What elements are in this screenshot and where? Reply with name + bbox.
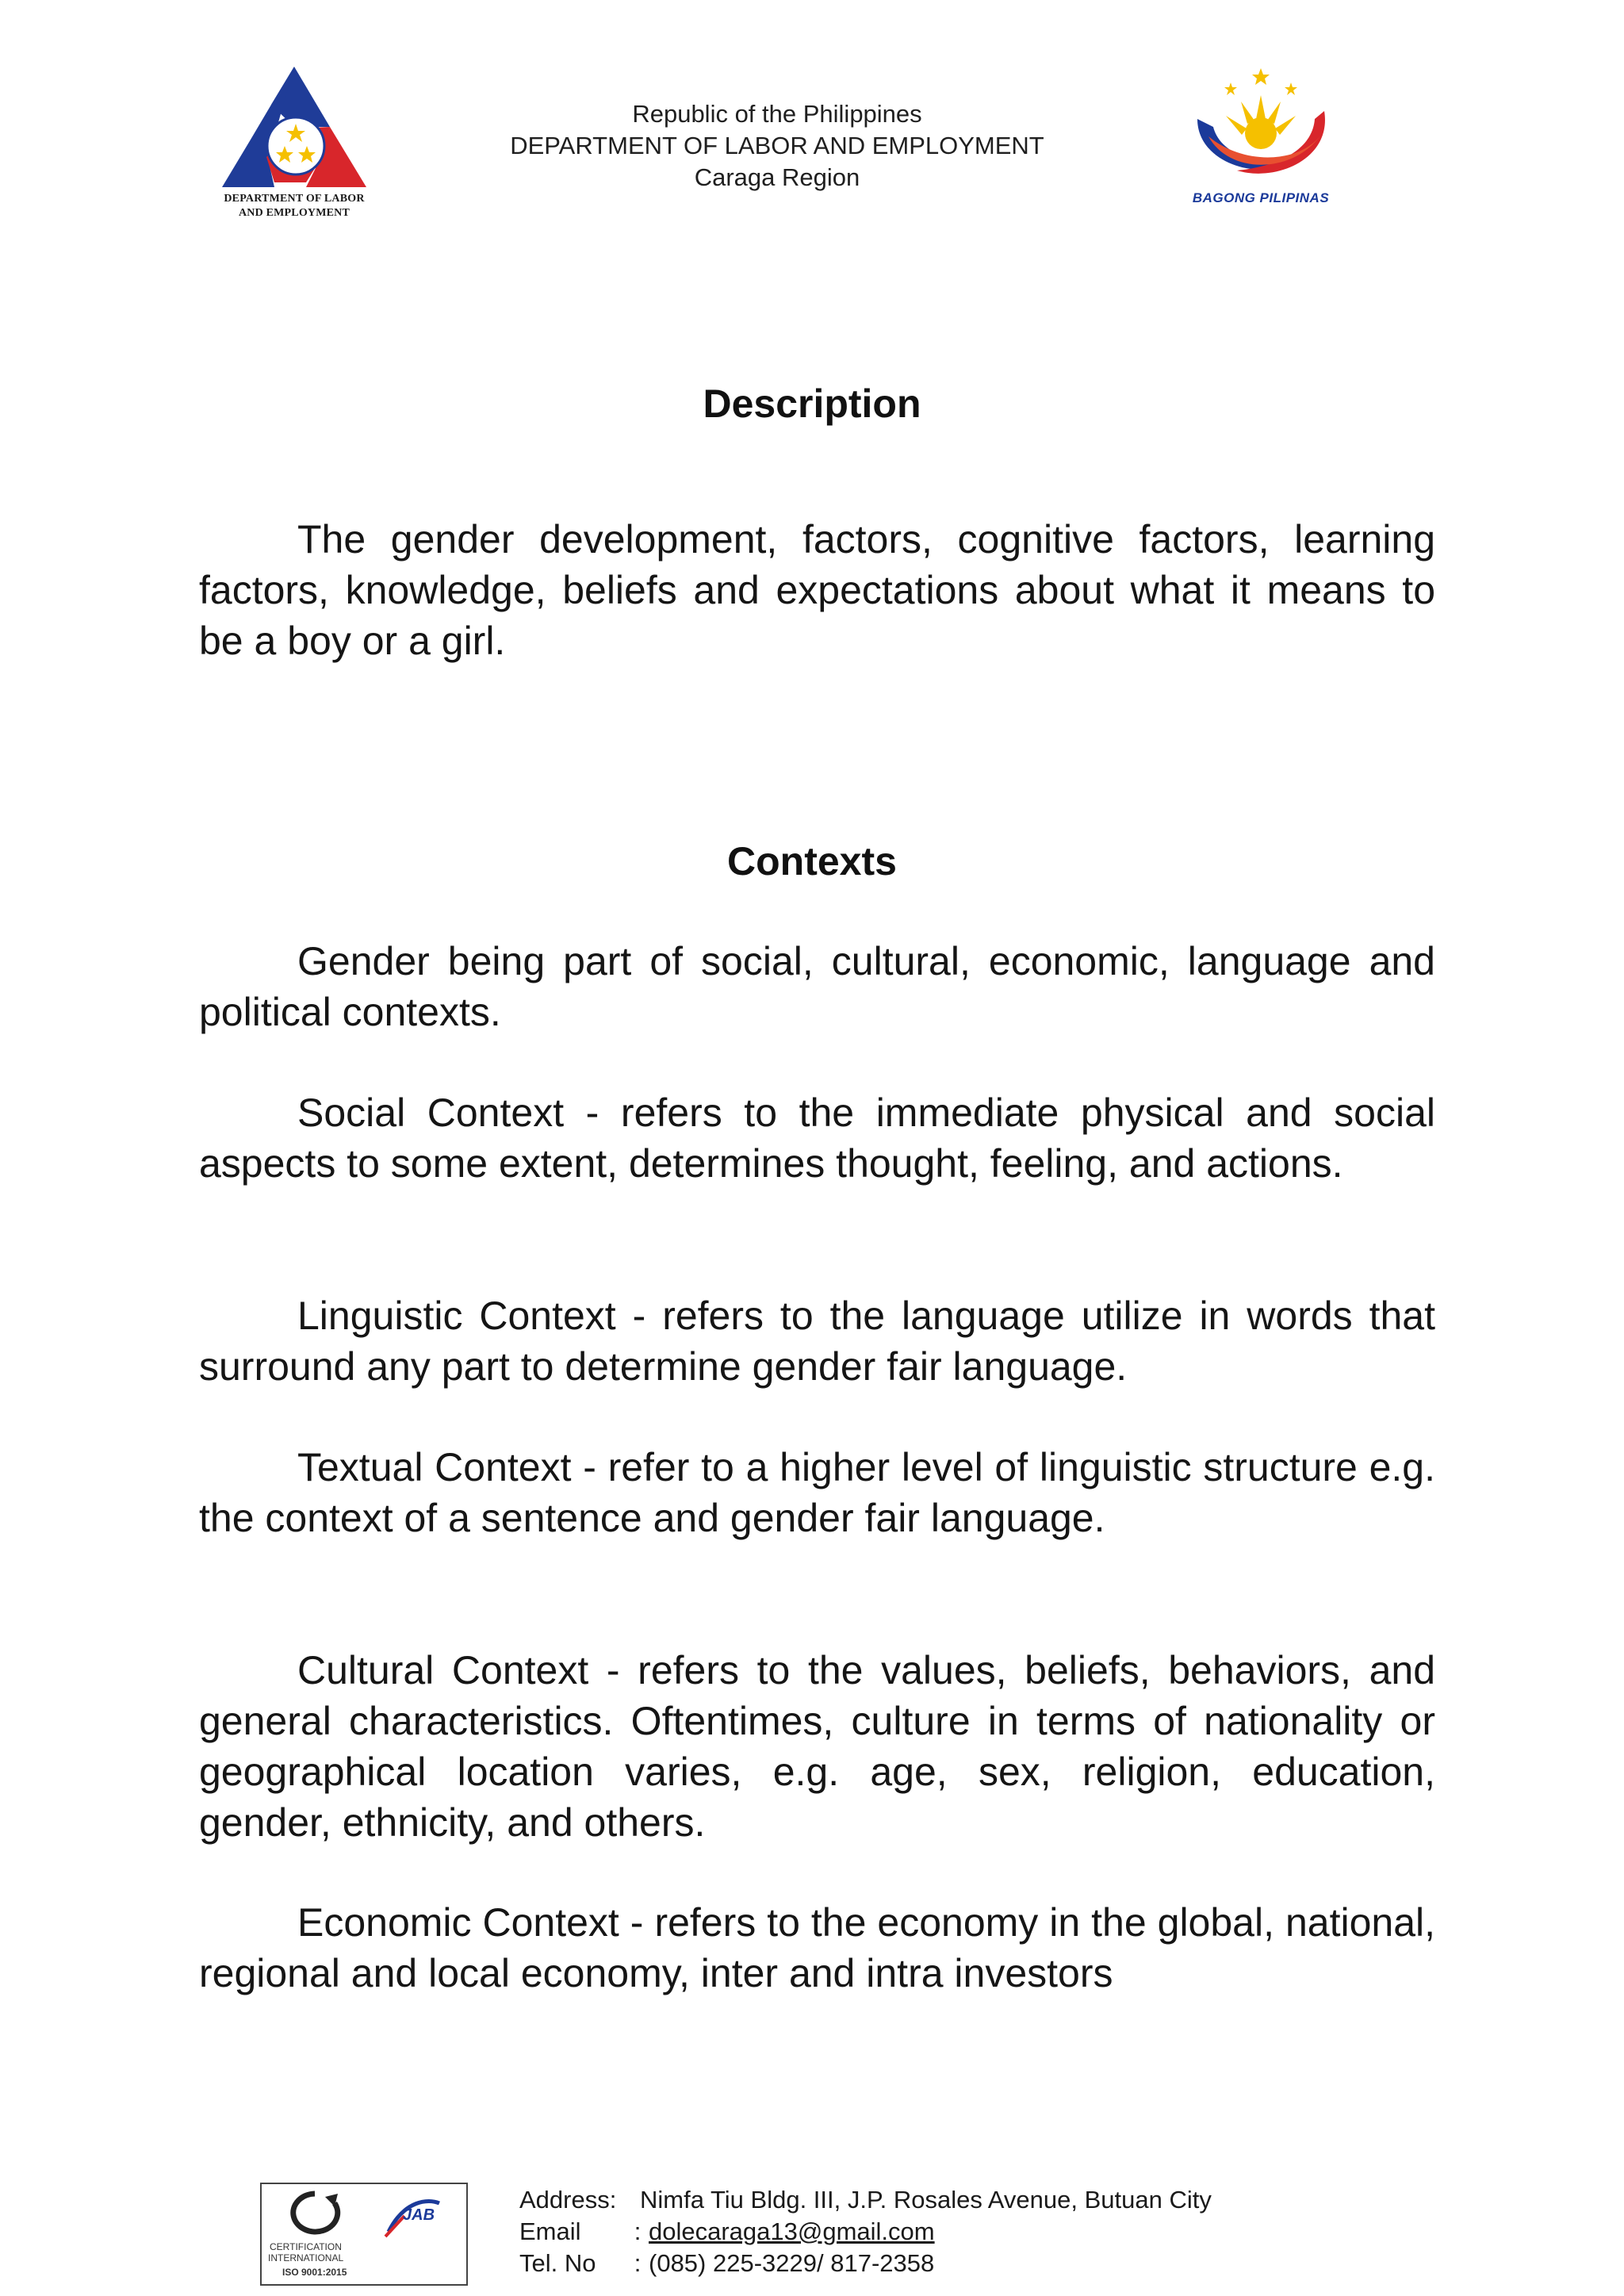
tel-label: Tel. No	[519, 2249, 596, 2277]
certification-icon	[279, 2189, 350, 2244]
letterhead-region: Caraga Region	[694, 163, 860, 191]
bagong-pilipinas-caption: BAGONG PILIPINAS	[1192, 190, 1330, 205]
contexts-intro-paragraph: Gender being part of social, cultural, economic, language and political contexts.	[199, 939, 1435, 1034]
contexts-heading: Contexts	[727, 839, 897, 884]
address-value: Nimfa Tiu Bldg. III, J.P. Rosales Avenue, Butuan City	[640, 2186, 1212, 2214]
tel-separator: :	[634, 2249, 642, 2277]
economic-context-paragraph: Economic Context - refers to the economy in the global, national, regional and local economy, inter and intra investors	[199, 1900, 1435, 1995]
tel-row	[519, 2248, 1212, 2279]
bagong-pilipinas-icon	[1174, 63, 1348, 190]
letterhead-department: DEPARTMENT OF LABOR AND EMPLOYMENT	[510, 132, 1044, 159]
certification-badge	[260, 2183, 468, 2286]
description-heading: Description	[703, 381, 921, 426]
email-label: Email	[519, 2217, 581, 2245]
bagong-pilipinas-logo	[1174, 63, 1348, 222]
letterhead	[476, 98, 1078, 194]
dole-logo-caption: DEPARTMENT OF LABOR	[224, 193, 365, 205]
social-context-paragraph: Social Context - refers to the immediate physical and social aspects to some extent, determines thought, feeling, and actions.	[199, 1091, 1435, 1186]
tel-value: (085) 225-3229/ 817-2358	[649, 2249, 935, 2277]
letterhead-country: Republic of the Philippines	[632, 100, 922, 128]
cultural-context-paragraph: Cultural Context - refers to the values, beliefs, behaviors, and general characteristics. Oftentimes, culture in terms of nationality or geographical location varies, e.g. age, sex, religion, education, gender, ethnicity, and others.	[199, 1648, 1435, 1845]
dole-logo	[208, 63, 381, 230]
cert-line2: INTERNATIONAL	[268, 2252, 344, 2263]
email-link[interactable]: dolecaraga13@gmail.com	[649, 2217, 935, 2245]
dole-triangle-icon	[219, 63, 370, 190]
jab-mark: JAB	[403, 2206, 435, 2224]
textual-context-paragraph: Textual Context - refer to a higher level of linguistic structure e.g. the context of a sentence and gender fair language.	[199, 1445, 1435, 1540]
linguistic-context-paragraph: Linguistic Context - refers to the language utilize in words that surround any part to determine gender fair language.	[199, 1294, 1435, 1389]
cert-standard: ISO 9001:2015	[282, 2267, 347, 2278]
dole-logo-caption: AND EMPLOYMENT	[238, 207, 350, 219]
address-row	[519, 2184, 1212, 2216]
cert-line1: CERTIFICATION	[270, 2241, 342, 2252]
email-separator: :	[634, 2217, 642, 2245]
email-row	[519, 2216, 1212, 2248]
address-label: Address:	[519, 2186, 617, 2214]
contact-info	[519, 2184, 1212, 2279]
description-paragraph: The gender development, factors, cognitive factors, learning factors, knowledge, beliefs and expectations about what it means to be a boy or a girl.	[199, 517, 1435, 663]
